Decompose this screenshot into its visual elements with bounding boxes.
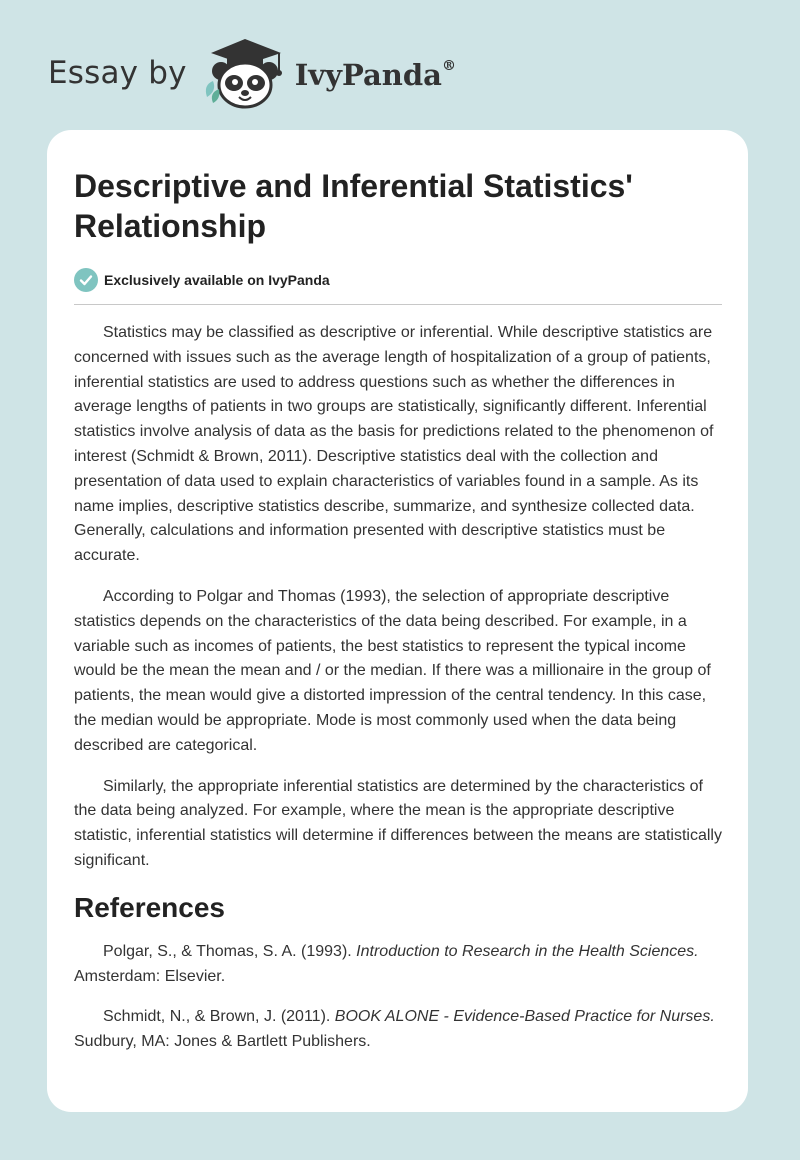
references-heading: References [74,891,225,923]
reference-authors: Schmidt, N., & Brown, J. (2011). [103,1008,335,1026]
paragraph: According to Polgar and Thomas (1993), the selection of appropriate descriptive statistics depends on the characteristics of the data being described. For example, in a variable such as incomes of patients, the best statistics to represent the typical income would be the mean the mean and / or the median. If there was a millionaire in the group of patients, the mean would give a distorted impression of the central tendency. In this case, the median would be appropriate. Mode is most commonly used when the data being described are categorical. [74,587,711,754]
exclusive-badge [74,268,722,305]
reference-title: BOOK ALONE - Evidence-Based Practice for Nurses. [334,1008,715,1026]
check-circle-icon [74,268,98,292]
page-title: Descriptive and Inferential Statistics' Relationship [74,168,633,244]
brand-label: IvyPanda [294,58,442,92]
essay-by-label: Essay by [48,55,187,91]
panda-logo-icon[interactable] [199,37,291,109]
trademark-symbol: ® [441,58,456,75]
reference-publisher: Amsterdam: Elsevier. [74,967,226,985]
brand-name[interactable] [295,58,456,92]
reference-item [74,1005,722,1055]
essay-body [74,321,722,874]
essay-card [47,130,748,1112]
paragraph: Similarly, the appropriate inferential statistics are determined by the characteristics of the data being analyzed. For example, where the mean is the appropriate descriptive statistic, inferential statistics will determine if differences between the means are statistically significant. [74,777,722,869]
paragraph: Statistics may be classified as descriptive or inferential. While descriptive statistics are concerned with issues such as the average length of hospitalization of a group of patients, inferential statistics are used to address questions such as whether the differences in average lengths of patients in two groups are statistically, significantly different. Inferential statistics involve analysis of data as the basis for predictions related to the phenomenon of interest (Schmidt & Brown, 2011). Descriptive statistics deal with the collection and presentation of data used to explain characteristics of variables found in a sample. As its name implies, descriptive statistics describe, summarize, and synthesize collected data. Generally, calculations and information presented with descriptive statistics must be accurate. [74,324,714,565]
reference-authors: Polgar, S., & Thomas, S. A. (1993). [103,942,357,960]
reference-publisher: Sudbury, MA: Jones & Bartlett Publishers. [74,1033,371,1051]
exclusive-badge-label: Exclusively available on IvyPanda [104,272,330,288]
reference-title: Introduction to Research in the Health Sciences. [356,942,699,960]
reference-item [74,940,722,990]
site-header [48,38,456,108]
